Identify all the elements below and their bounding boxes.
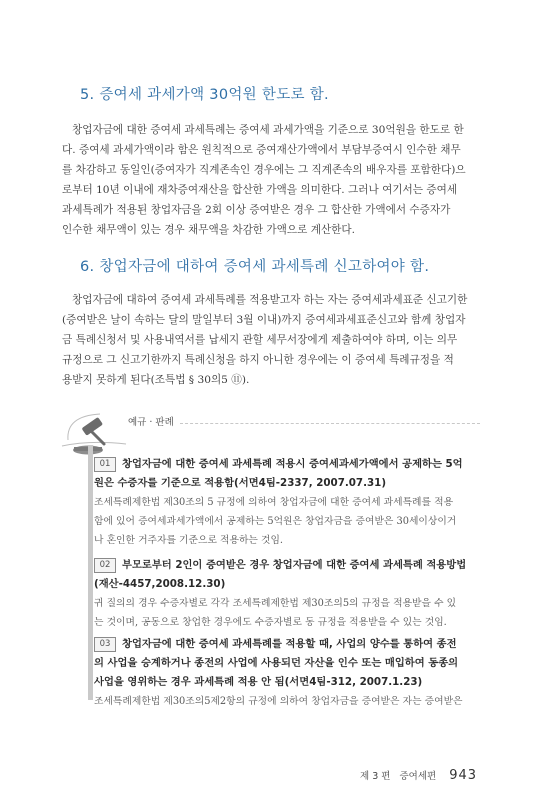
case-number: 02 [94,558,116,573]
case-body-line: 함에 있어 증여세과세가액에서 공제하는 5억원은 창업자금을 증여받은 30세이상이거 [94,516,457,527]
case-body-line: 나 혼인한 거주자를 기준으로 적용하는 것임. [94,535,284,546]
case-body [94,692,494,711]
section-5-title: 5. 증여세 과세가액 30억원 한도로 함. [80,87,329,103]
paragraph-line: 과세특례가 적용된 창업자금을 2회 이상 증여받은 경우 그 합산한 가액에서 수증자가 [62,204,451,216]
case-body [94,493,494,550]
paragraph-line: 인수한 채무액이 있는 경우 채무액을 차감한 가액으로 계산한다. [62,224,356,236]
paragraph-line: 다. 증여세 과세가액이라 함은 원칙적으로 증여재산가액에서 부담부증여시 인수한 채무 [62,144,461,156]
case-heading [94,635,494,692]
paragraph-line: 로부터 10년 이내에 재차증여재산을 합산한 가액을 의미한다. 그러나 여기서는 증여세 [62,184,458,196]
case-heading-line: 의 사업을 승계하거나 종전의 사업에 사용되던 자산을 인수 또는 매입하여 동종의 [94,657,459,669]
section-6-title: 6. 창업자금에 대하여 증여세 과세특례 신고하여야 함. [80,259,430,275]
section-6-paragraph [62,290,492,390]
case-heading-line: (재산-4457,2008.12.30) [94,578,226,590]
case-heading [94,455,494,493]
footer-part: 제 3 편 [360,771,391,782]
paragraph-line: 를 차감하고 동일인(증여자가 직계존속인 경우에는 그 직계존속의 배우자를 포함한다)으 [62,164,466,176]
case-heading-line: 창업자금에 대한 증여세 과세특례를 적용할 때, 사업의 양수를 통하여 종전 [122,638,457,650]
case-body-line: 귀 질의의 경우 수증자별로 각각 조세특례제한법 제30조의5의 규정을 적용받을 수 있 [94,598,457,609]
page-number: 943 [449,768,478,783]
case-heading-line: 부모로부터 2인이 증여받은 경우 창업자금에 대한 증여세 과세특례 적용방법 [122,559,467,571]
ruling-case-01 [94,455,494,550]
case-body [94,594,494,632]
case-body-line: 조세특례제한법 제30조의 5 규정에 의하여 창업자금에 대한 증여세 과세특례를 적용 [94,497,454,508]
ruling-case-02 [94,556,494,632]
case-heading-line: 창업자금에 대한 증여세 과세특례 적용시 증여세과세가액에서 공제하는 5억 [122,458,463,470]
side-bar [88,445,93,700]
paragraph-line: 금 특례신청서 및 사용내역서를 납세지 관할 세무서장에게 제출하여야 하며, 이는 의무 [62,334,458,346]
page-footer [360,768,490,783]
section-5-paragraph [62,120,492,240]
case-body-line: 조세특례제한법 제30조의5제2항의 규정에 의하여 창업자금을 증여받은 자는 증여받은 [94,696,463,707]
case-heading [94,556,494,594]
paragraph-line: 규정으로 그 신고기한까지 특례신청을 하지 아니한 경우에는 이 증여세 특례규정을 적 [62,354,454,366]
footer-section-name: 증여세편 [399,771,437,782]
case-number: 01 [94,457,116,472]
ruling-case-03 [94,635,494,711]
gavel-icon [60,410,130,460]
divider [180,423,480,424]
paragraph-line: 용받지 못하게 된다(조특법 § 30의5 ⑪). [62,374,250,386]
case-heading-line: 원은 수증자를 기준으로 적용함(서면4팀-2337, 2007.07.31) [94,477,387,489]
paragraph-line: 창업자금에 대한 증여세 과세특례는 증여세 과세가액을 기준으로 30억원을 한도로 한 [72,124,464,136]
rulings-label: 예규 · 판례 [128,417,174,428]
paragraph-line: 창업자금에 대하여 증여세 과세특례를 적용받고자 하는 자는 증여세과세표준 신고기한 [72,294,468,306]
case-body-line: 는 것이며, 공동으로 창업한 경우에도 수증자별로 동 규정을 적용받을 수 있는 것임. [94,617,447,628]
case-number: 03 [94,637,116,652]
paragraph-line: (증여받은 날이 속하는 달의 말일부터 3월 이내)까지 증여세과세표준신고와 함께 창업자 [62,314,466,326]
case-heading-line: 사업을 영위하는 경우 과세특례 적용 안 됨(서면4팀-312, 2007.1.23) [94,676,423,688]
